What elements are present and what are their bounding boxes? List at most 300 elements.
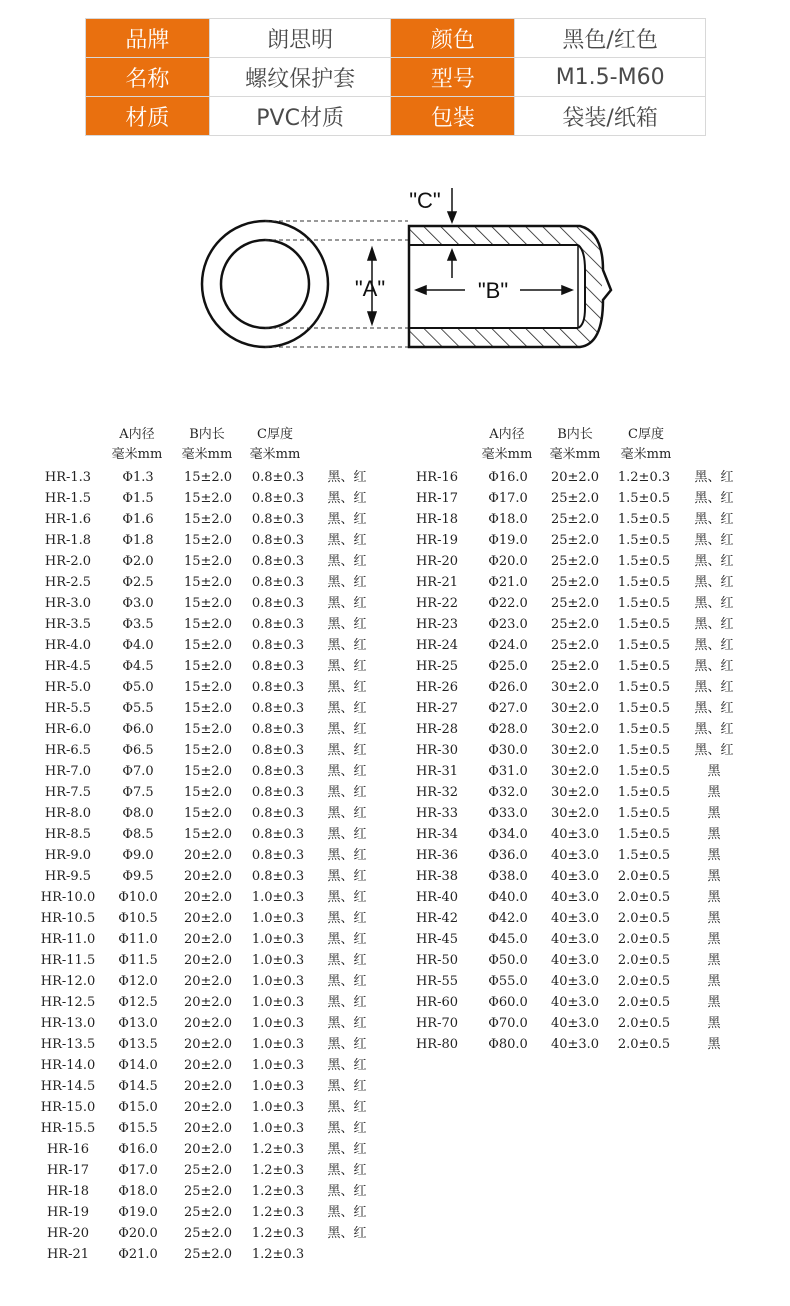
table-row — [0, 677, 395, 698]
color-cell: 黑、红 — [327, 1079, 367, 1094]
diameter-cell: Φ19.0 — [118, 1205, 158, 1220]
diameter-cell: Φ23.0 — [488, 617, 528, 632]
table-row — [395, 488, 790, 509]
model-cell: HR-16 — [415, 470, 459, 485]
diameter-cell: Φ20.0 — [488, 554, 528, 569]
color-cell: 黑、红 — [694, 638, 734, 653]
thickness-cell: 1.5±0.5 — [617, 638, 671, 653]
length-cell: 40±3.0 — [550, 911, 600, 926]
color-cell: 黑、红 — [327, 1058, 367, 1073]
model-cell: HR-40 — [415, 890, 459, 905]
diameter-cell: Φ20.0 — [118, 1226, 158, 1241]
label-a: "A" — [354, 276, 386, 301]
length-cell: 20±2.0 — [183, 1058, 233, 1073]
diameter-cell: Φ2.0 — [122, 554, 154, 569]
model-cell: HR-18 — [46, 1184, 90, 1199]
thickness-cell: 1.0±0.3 — [251, 1121, 305, 1136]
diameter-cell: Φ24.0 — [488, 638, 528, 653]
thickness-cell: 1.5±0.5 — [617, 680, 671, 695]
color-cell: 黑、红 — [327, 743, 367, 758]
model-cell: HR-3.5 — [44, 617, 92, 632]
spec-key: 包装 — [391, 97, 515, 136]
model-cell: HR-7.0 — [44, 764, 92, 779]
diameter-cell: Φ60.0 — [488, 995, 528, 1010]
length-cell: 20±2.0 — [183, 869, 233, 884]
length-cell: 20±2.0 — [183, 890, 233, 905]
diameter-cell: Φ26.0 — [488, 680, 528, 695]
color-cell: 黑 — [707, 932, 721, 947]
column-header — [172, 425, 242, 465]
thickness-cell: 1.5±0.5 — [617, 512, 671, 527]
table-row — [395, 929, 790, 950]
thickness-cell: 0.8±0.3 — [251, 554, 305, 569]
column-header — [611, 425, 681, 465]
column-header-title: A内径 — [119, 427, 155, 442]
color-cell: 黑、红 — [327, 764, 367, 779]
color-cell: 黑 — [707, 911, 721, 926]
diameter-cell: Φ22.0 — [488, 596, 528, 611]
spec-value: 黑色/红色 — [515, 19, 706, 58]
thickness-cell: 1.5±0.5 — [617, 701, 671, 716]
color-cell: 黑、红 — [327, 1016, 367, 1031]
thickness-cell: 0.8±0.3 — [251, 491, 305, 506]
thickness-cell: 1.2±0.3 — [617, 470, 671, 485]
table-row — [395, 635, 790, 656]
model-cell: HR-55 — [415, 974, 459, 989]
color-cell: 黑、红 — [327, 680, 367, 695]
table-row — [395, 551, 790, 572]
spec-key: 名称 — [86, 58, 210, 97]
column-header-title: C厚度 — [628, 427, 664, 442]
model-cell: HR-8.5 — [44, 827, 92, 842]
table-row — [0, 1118, 395, 1139]
thickness-cell: 0.8±0.3 — [251, 827, 305, 842]
length-cell: 30±2.0 — [550, 806, 600, 821]
thickness-cell: 1.2±0.3 — [251, 1247, 305, 1262]
thickness-cell: 0.8±0.3 — [251, 470, 305, 485]
color-cell: 黑 — [707, 890, 721, 905]
diameter-cell: Φ11.0 — [118, 932, 158, 947]
length-cell: 20±2.0 — [550, 470, 600, 485]
column-header — [472, 425, 542, 465]
length-cell: 30±2.0 — [550, 743, 600, 758]
model-cell: HR-18 — [415, 512, 459, 527]
diameter-cell: Φ7.0 — [122, 764, 154, 779]
thickness-cell: 1.0±0.3 — [251, 1016, 305, 1031]
color-cell: 黑、红 — [327, 617, 367, 632]
thickness-cell: 1.5±0.5 — [617, 722, 671, 737]
length-cell: 25±2.0 — [550, 491, 600, 506]
model-cell: HR-27 — [415, 701, 459, 716]
thickness-cell: 1.5±0.5 — [617, 827, 671, 842]
table-row — [395, 572, 790, 593]
color-cell: 黑、红 — [694, 743, 734, 758]
diameter-cell: Φ70.0 — [488, 1016, 528, 1031]
color-cell: 黑、红 — [327, 869, 367, 884]
length-cell: 15±2.0 — [183, 659, 233, 674]
thickness-cell: 1.0±0.3 — [251, 1058, 305, 1073]
diameter-cell: Φ38.0 — [488, 869, 528, 884]
table-row — [395, 782, 790, 803]
diameter-cell: Φ7.5 — [122, 785, 154, 800]
model-cell: HR-13.0 — [40, 1016, 96, 1031]
diameter-cell: Φ50.0 — [488, 953, 528, 968]
diameter-cell: Φ16.0 — [118, 1142, 158, 1157]
column-header-title: C厚度 — [257, 427, 293, 442]
length-cell: 15±2.0 — [183, 743, 233, 758]
diameter-cell: Φ15.0 — [118, 1100, 158, 1115]
model-cell: HR-17 — [415, 491, 459, 506]
table-row — [0, 1160, 395, 1181]
thickness-cell: 1.5±0.5 — [617, 533, 671, 548]
model-cell: HR-11.5 — [40, 953, 96, 968]
diameter-cell: Φ1.5 — [122, 491, 154, 506]
table-row — [395, 887, 790, 908]
thickness-cell: 1.0±0.3 — [251, 995, 305, 1010]
diameter-cell: Φ18.0 — [488, 512, 528, 527]
color-cell: 黑、红 — [327, 533, 367, 548]
diameter-cell: Φ3.5 — [122, 617, 154, 632]
column-header-unit: 毫米mm — [249, 447, 301, 462]
size-table-right — [395, 425, 790, 1065]
diameter-cell: Φ11.5 — [118, 953, 158, 968]
table-row — [395, 698, 790, 719]
table-row — [395, 509, 790, 530]
color-cell: 黑、红 — [327, 638, 367, 653]
length-cell: 20±2.0 — [183, 1121, 233, 1136]
diameter-cell: Φ5.5 — [122, 701, 154, 716]
model-cell: HR-13.5 — [40, 1037, 96, 1052]
length-cell: 15±2.0 — [183, 596, 233, 611]
diameter-cell: Φ4.5 — [122, 659, 154, 674]
color-cell: 黑、红 — [327, 596, 367, 611]
thickness-cell: 1.2±0.3 — [251, 1163, 305, 1178]
spec-value: 袋装/纸箱 — [515, 97, 706, 136]
thickness-cell: 0.8±0.3 — [251, 596, 305, 611]
model-cell: HR-6.0 — [44, 722, 92, 737]
table-row — [395, 1013, 790, 1034]
model-cell: HR-1.6 — [44, 512, 92, 527]
model-cell: HR-2.0 — [44, 554, 92, 569]
length-cell: 25±2.0 — [550, 617, 600, 632]
table-row — [0, 1013, 395, 1034]
diameter-cell: Φ3.0 — [122, 596, 154, 611]
thickness-cell: 1.5±0.5 — [617, 806, 671, 821]
thickness-cell: 0.8±0.3 — [251, 764, 305, 779]
spec-key: 品牌 — [86, 19, 210, 58]
diameter-cell: Φ17.0 — [488, 491, 528, 506]
length-cell: 40±3.0 — [550, 1016, 600, 1031]
model-cell: HR-12.5 — [40, 995, 96, 1010]
diameter-cell: Φ32.0 — [488, 785, 528, 800]
diameter-cell: Φ40.0 — [488, 890, 528, 905]
color-cell: 黑 — [707, 806, 721, 821]
diameter-cell: Φ25.0 — [488, 659, 528, 674]
color-cell: 黑、红 — [694, 491, 734, 506]
diameter-cell: Φ21.0 — [488, 575, 528, 590]
thickness-cell: 1.0±0.3 — [251, 1079, 305, 1094]
thickness-cell: 1.2±0.3 — [251, 1226, 305, 1241]
diameter-cell: Φ12.0 — [118, 974, 158, 989]
model-cell: HR-50 — [415, 953, 459, 968]
diameter-cell: Φ31.0 — [488, 764, 528, 779]
model-cell: HR-2.5 — [44, 575, 92, 590]
table-row — [395, 740, 790, 761]
thickness-cell: 1.0±0.3 — [251, 1100, 305, 1115]
thickness-cell: 2.0±0.5 — [617, 890, 671, 905]
length-cell: 25±2.0 — [550, 596, 600, 611]
color-cell: 黑、红 — [327, 1142, 367, 1157]
model-cell: HR-60 — [415, 995, 459, 1010]
model-cell: HR-5.0 — [44, 680, 92, 695]
table-row — [0, 1202, 395, 1223]
color-cell: 黑 — [707, 785, 721, 800]
spec-row — [86, 19, 706, 58]
thickness-cell: 0.8±0.3 — [251, 848, 305, 863]
table-row — [395, 656, 790, 677]
thickness-cell: 0.8±0.3 — [251, 617, 305, 632]
length-cell: 30±2.0 — [550, 701, 600, 716]
model-cell: HR-16 — [46, 1142, 90, 1157]
diameter-cell: Φ21.0 — [118, 1247, 158, 1262]
thickness-cell: 0.8±0.3 — [251, 701, 305, 716]
color-cell: 黑 — [707, 848, 721, 863]
diameter-cell: Φ42.0 — [488, 911, 528, 926]
model-cell: HR-3.0 — [44, 596, 92, 611]
length-cell: 30±2.0 — [550, 764, 600, 779]
model-cell: HR-4.5 — [44, 659, 92, 674]
table-row — [395, 824, 790, 845]
table-row — [0, 845, 395, 866]
length-cell: 15±2.0 — [183, 512, 233, 527]
color-cell: 黑 — [707, 1037, 721, 1052]
model-cell: HR-34 — [415, 827, 459, 842]
table-row — [0, 530, 395, 551]
table-row — [0, 1097, 395, 1118]
thickness-cell: 2.0±0.5 — [617, 911, 671, 926]
thickness-cell: 1.2±0.3 — [251, 1184, 305, 1199]
table-row — [395, 761, 790, 782]
model-cell: HR-10.0 — [40, 890, 96, 905]
column-header-title: B内长 — [557, 427, 593, 442]
model-cell: HR-80 — [415, 1037, 459, 1052]
color-cell: 黑、红 — [694, 596, 734, 611]
thickness-cell: 0.8±0.3 — [251, 806, 305, 821]
diameter-cell: Φ36.0 — [488, 848, 528, 863]
spec-row — [86, 97, 706, 136]
label-c: "C" — [409, 188, 441, 213]
model-cell: HR-11.0 — [40, 932, 96, 947]
thickness-cell: 2.0±0.5 — [617, 1016, 671, 1031]
length-cell: 25±2.0 — [550, 659, 600, 674]
color-cell: 黑、红 — [694, 554, 734, 569]
length-cell: 20±2.0 — [183, 995, 233, 1010]
spec-key: 颜色 — [391, 19, 515, 58]
model-cell: HR-20 — [46, 1226, 90, 1241]
length-cell: 40±3.0 — [550, 953, 600, 968]
color-cell: 黑、红 — [694, 722, 734, 737]
model-cell: HR-14.5 — [40, 1079, 96, 1094]
table-row — [0, 992, 395, 1013]
model-cell: HR-33 — [415, 806, 459, 821]
length-cell: 25±2.0 — [550, 512, 600, 527]
diameter-cell: Φ16.0 — [488, 470, 528, 485]
model-cell: HR-25 — [415, 659, 459, 674]
color-cell: 黑 — [707, 869, 721, 884]
thickness-cell: 1.5±0.5 — [617, 575, 671, 590]
column-header-unit: 毫米mm — [620, 447, 672, 462]
thickness-cell: 0.8±0.3 — [251, 680, 305, 695]
model-cell: HR-15.0 — [40, 1100, 96, 1115]
color-cell: 黑、红 — [694, 659, 734, 674]
diameter-cell: Φ33.0 — [488, 806, 528, 821]
length-cell: 20±2.0 — [183, 848, 233, 863]
label-b: "B" — [477, 278, 509, 303]
column-header — [540, 425, 610, 465]
color-cell: 黑、红 — [327, 995, 367, 1010]
spec-value: 朗思明 — [209, 19, 391, 58]
color-cell: 黑、红 — [327, 1100, 367, 1115]
thickness-cell: 0.8±0.3 — [251, 638, 305, 653]
table-row — [395, 677, 790, 698]
table-row — [0, 635, 395, 656]
length-cell: 25±2.0 — [550, 533, 600, 548]
model-cell: HR-1.5 — [44, 491, 92, 506]
color-cell: 黑、红 — [327, 1205, 367, 1220]
model-cell: HR-9.0 — [44, 848, 92, 863]
table-row — [395, 950, 790, 971]
diameter-cell: Φ2.5 — [122, 575, 154, 590]
model-cell: HR-14.0 — [40, 1058, 96, 1073]
table-row — [0, 1223, 395, 1244]
table-row — [0, 803, 395, 824]
model-cell: HR-70 — [415, 1016, 459, 1031]
length-cell: 15±2.0 — [183, 554, 233, 569]
table-row — [0, 1055, 395, 1076]
table-row — [0, 824, 395, 845]
thickness-cell: 1.0±0.3 — [251, 932, 305, 947]
length-cell: 20±2.0 — [183, 953, 233, 968]
color-cell: 黑、红 — [327, 512, 367, 527]
table-row — [0, 1139, 395, 1160]
model-cell: HR-19 — [415, 533, 459, 548]
model-cell: HR-31 — [415, 764, 459, 779]
color-cell: 黑、红 — [327, 722, 367, 737]
length-cell: 15±2.0 — [183, 638, 233, 653]
diameter-cell: Φ30.0 — [488, 743, 528, 758]
length-cell: 30±2.0 — [550, 680, 600, 695]
table-row — [0, 593, 395, 614]
length-cell: 25±2.0 — [183, 1163, 233, 1178]
color-cell: 黑、红 — [694, 701, 734, 716]
size-table-left — [0, 425, 395, 1305]
diameter-cell: Φ19.0 — [488, 533, 528, 548]
diameter-cell: Φ80.0 — [488, 1037, 528, 1052]
table-row — [395, 614, 790, 635]
thickness-cell: 1.5±0.5 — [617, 491, 671, 506]
column-header — [102, 425, 172, 465]
thickness-cell: 1.5±0.5 — [617, 554, 671, 569]
model-cell: HR-1.3 — [44, 470, 92, 485]
table-row — [0, 614, 395, 635]
color-cell: 黑 — [707, 974, 721, 989]
length-cell: 15±2.0 — [183, 470, 233, 485]
color-cell: 黑、红 — [694, 533, 734, 548]
length-cell: 25±2.0 — [550, 575, 600, 590]
length-cell: 15±2.0 — [183, 491, 233, 506]
diameter-cell: Φ1.8 — [122, 533, 154, 548]
thickness-cell: 2.0±0.5 — [617, 869, 671, 884]
model-cell: HR-23 — [415, 617, 459, 632]
table-row — [0, 656, 395, 677]
length-cell: 15±2.0 — [183, 575, 233, 590]
model-cell: HR-38 — [415, 869, 459, 884]
length-cell: 40±3.0 — [550, 932, 600, 947]
color-cell: 黑、红 — [327, 554, 367, 569]
length-cell: 20±2.0 — [183, 974, 233, 989]
table-row — [395, 719, 790, 740]
thickness-cell: 2.0±0.5 — [617, 1037, 671, 1052]
table-row — [0, 971, 395, 992]
table-row — [0, 866, 395, 887]
length-cell: 25±2.0 — [183, 1205, 233, 1220]
diameter-cell: Φ13.5 — [118, 1037, 158, 1052]
length-cell: 40±3.0 — [550, 1037, 600, 1052]
table-row — [0, 1244, 395, 1265]
table-row — [395, 845, 790, 866]
table-row — [0, 719, 395, 740]
model-cell: HR-21 — [46, 1247, 90, 1262]
projection-lines — [265, 221, 408, 347]
table-row — [395, 803, 790, 824]
color-cell: 黑 — [707, 764, 721, 779]
diameter-cell: Φ34.0 — [488, 827, 528, 842]
length-cell: 20±2.0 — [183, 1037, 233, 1052]
length-cell: 20±2.0 — [183, 1100, 233, 1115]
thickness-cell: 0.8±0.3 — [251, 743, 305, 758]
table-row — [0, 1181, 395, 1202]
color-cell: 黑、红 — [327, 491, 367, 506]
thickness-cell: 0.8±0.3 — [251, 533, 305, 548]
spec-table — [85, 18, 706, 136]
diameter-cell: Φ17.0 — [118, 1163, 158, 1178]
color-cell: 黑、红 — [327, 953, 367, 968]
color-cell: 黑、红 — [327, 785, 367, 800]
thickness-cell: 2.0±0.5 — [617, 995, 671, 1010]
diameter-cell: Φ10.5 — [118, 911, 158, 926]
diameter-cell: Φ9.5 — [122, 869, 154, 884]
length-cell: 30±2.0 — [550, 722, 600, 737]
thickness-cell: 0.8±0.3 — [251, 659, 305, 674]
model-cell: HR-8.0 — [44, 806, 92, 821]
column-header-unit: 毫米mm — [111, 447, 163, 462]
length-cell: 15±2.0 — [183, 680, 233, 695]
table-row — [0, 740, 395, 761]
table-row — [0, 950, 395, 971]
table-row — [0, 908, 395, 929]
length-cell: 15±2.0 — [183, 701, 233, 716]
thickness-cell: 2.0±0.5 — [617, 953, 671, 968]
table-row — [0, 761, 395, 782]
model-cell: HR-21 — [415, 575, 459, 590]
cap-dimension-diagram — [190, 180, 620, 355]
model-cell: HR-42 — [415, 911, 459, 926]
color-cell: 黑、红 — [694, 617, 734, 632]
diameter-cell: Φ15.5 — [118, 1121, 158, 1136]
table-row — [0, 698, 395, 719]
color-cell: 黑、红 — [327, 890, 367, 905]
diameter-cell: Φ14.0 — [118, 1058, 158, 1073]
